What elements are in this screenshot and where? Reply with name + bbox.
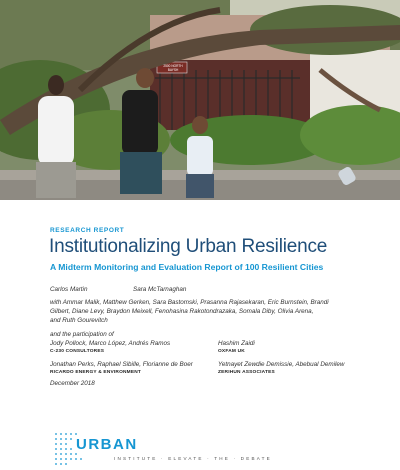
contributors-line-1: with Ammar Malik, Matthew Gerken, Sara Bastomski, Prasanna Rajasekaran, Eric Burnstein, Brandi: [50, 299, 329, 306]
contributors-line-2: Gilbert, Diane Levy, Braydon Meixell, Fenohasina Rakotondrazaka, Somala Diby, Olivia Arena,: [50, 308, 314, 315]
participant-org-4: ZERIHUN ASSOCIATES: [218, 370, 275, 375]
lead-author-1: Carlos Martin: [50, 286, 88, 293]
lead-author-2: Sara McTarnaghan: [133, 286, 187, 293]
participant-org-1: C-230 CONSULTORES: [50, 349, 105, 354]
participant-group-4: Yetnayet Zewdie Demissie, Abebual Demilew: [218, 361, 345, 368]
report-type-label: RESEARCH REPORT: [50, 227, 125, 234]
participant-group-2: Hashim Zaidi: [218, 340, 255, 347]
logo-tagline: INSTITUTE · ELEVATE · THE · DEBATE: [114, 456, 272, 461]
report-title: Institutionalizing Urban Resilience: [49, 236, 328, 257]
participant-org-3: RICARDO ENERGY & ENVIRONMENT: [50, 370, 142, 375]
participant-group-1: Jody Pollock, Marco López, Andrés Ramos: [50, 340, 171, 347]
urban-institute-logo: [52, 430, 282, 466]
participant-org-2: OXFAM UK: [218, 349, 245, 354]
contributors-line-3: and Ruth Gourevitch: [50, 317, 108, 324]
report-subtitle: A Midterm Monitoring and Evaluation Report of 100 Resilient Cities: [50, 262, 324, 272]
publication-date: December 2018: [50, 380, 95, 387]
participant-group-3: Jonathan Perks, Raphael Sibille, Florianne de Boer: [50, 361, 193, 368]
participation-intro: and the participation of: [50, 331, 114, 338]
street-sign-text: 2500 NORTH BAYSH: [163, 64, 183, 72]
cover-photo: [0, 0, 400, 200]
logo-wordmark: URBAN: [76, 436, 138, 453]
